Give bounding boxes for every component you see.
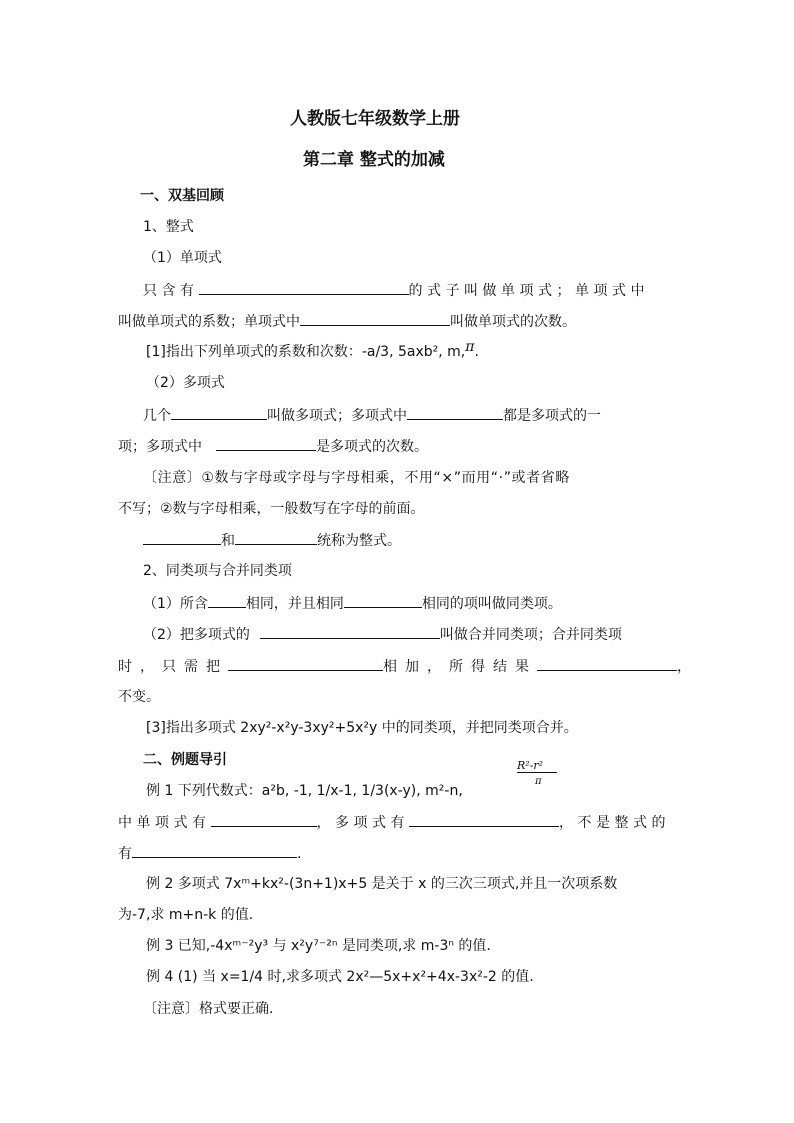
example-2-cont: 为-7,求 m+n-k 的值. bbox=[118, 907, 254, 923]
text-span: 时，只需把 bbox=[118, 659, 228, 675]
text-span: 和 bbox=[221, 533, 235, 549]
text-span: 相同，并且相同 bbox=[245, 596, 344, 612]
text-span: ，不是整式的 bbox=[559, 815, 670, 831]
example-3: 例 3 已知,-4xᵐ⁻²y³ 与 x²y⁷⁻²ⁿ 是同类项,求 m-3ⁿ 的值. bbox=[146, 938, 491, 954]
text-span: （1）所含 bbox=[143, 596, 208, 612]
text-span: 只含有 bbox=[143, 283, 199, 299]
text-span: 例 1 下列代数式：a²b, -1, 1/x-1, 1/3(x-y), m²-n, bbox=[146, 783, 463, 799]
fill-blank[interactable] bbox=[260, 624, 440, 639]
text-span: 叫做单项式的系数；单项式中 bbox=[118, 314, 300, 330]
fraction-numerator bbox=[517, 759, 561, 777]
text-span: 的式子叫做单项式；单项式中 bbox=[408, 283, 649, 299]
fraction-numerator-text: R²-r² bbox=[517, 759, 544, 772]
monomial-definition-cont bbox=[118, 311, 576, 332]
like-terms-definition bbox=[143, 593, 562, 614]
fill-blank[interactable] bbox=[211, 812, 317, 827]
fill-blank[interactable] bbox=[171, 405, 267, 420]
fill-blank[interactable] bbox=[235, 530, 317, 545]
text-span: ， bbox=[677, 659, 699, 675]
text-span: 中单项式有 bbox=[118, 815, 211, 831]
monomial-definition bbox=[143, 280, 649, 301]
fill-blank[interactable] bbox=[407, 405, 503, 420]
document-title: 人教版七年级数学上册 bbox=[290, 109, 460, 129]
combine-like-terms-def bbox=[143, 624, 622, 645]
note-format: 〔注意〕格式要正确. bbox=[143, 1001, 274, 1017]
section-heading-examples: 二、例题导引 bbox=[143, 752, 227, 768]
combine-like-terms-def-cont bbox=[118, 656, 699, 677]
text-span: 几个 bbox=[143, 408, 171, 424]
combine-like-terms-end: 不变。 bbox=[118, 689, 160, 705]
polynomial-definition-cont bbox=[118, 436, 428, 457]
text-span: 统称为整式。 bbox=[317, 533, 401, 549]
example-1-blanks-cont bbox=[118, 843, 301, 864]
fill-blank[interactable] bbox=[216, 436, 316, 451]
text-span: . bbox=[297, 846, 302, 862]
text-span: 叫做单项式的次数。 bbox=[450, 314, 576, 330]
chapter-title: 第二章 整式的加减 bbox=[303, 150, 445, 170]
note-1: 〔注意〕①数与字母或字母与字母相乘，不用“×”而用“·”或者省略 bbox=[143, 470, 570, 486]
fill-blank[interactable] bbox=[208, 593, 246, 608]
text-span: 是多项式的次数。 bbox=[316, 439, 428, 455]
subheading-like-terms: 2、同类项与合并同类项 bbox=[143, 563, 292, 579]
example-1 bbox=[146, 781, 463, 801]
integral-expression-def bbox=[143, 530, 401, 551]
text-span: 相加，所得结果 bbox=[383, 659, 537, 675]
polynomial-definition bbox=[143, 405, 601, 426]
fill-blank[interactable] bbox=[409, 812, 559, 827]
text-span: ，多项式有 bbox=[316, 815, 409, 831]
exercise-1 bbox=[146, 339, 479, 362]
text-span: . bbox=[474, 344, 479, 360]
text-span: 有 bbox=[118, 846, 132, 862]
fill-blank[interactable] bbox=[143, 530, 221, 545]
pi-symbol: π bbox=[535, 776, 542, 787]
subheading-polynomial: （2）多项式 bbox=[146, 375, 225, 391]
text-span: 叫做合并同类项；合并同类项 bbox=[439, 627, 622, 643]
text-span: 都是多项式的一 bbox=[503, 408, 601, 424]
text-span: 相同的项叫做同类项。 bbox=[421, 596, 562, 612]
pi-symbol: π bbox=[465, 339, 475, 355]
text-span: [1]指出下列单项式的系数和次数：-a/3, 5axb², m, bbox=[146, 344, 466, 360]
fill-blank[interactable] bbox=[199, 280, 409, 295]
fraction-bar bbox=[517, 772, 557, 773]
fill-blank[interactable] bbox=[537, 656, 677, 671]
fill-blank[interactable] bbox=[228, 656, 383, 671]
text-span: 项；多项式中 bbox=[118, 439, 202, 455]
text-span: （2）把多项式的 bbox=[143, 627, 250, 643]
example-1-blanks bbox=[118, 812, 670, 833]
subheading-monomial: （1）单项式 bbox=[143, 250, 222, 266]
fill-blank[interactable] bbox=[300, 311, 450, 326]
fill-blank[interactable] bbox=[344, 593, 422, 608]
section-heading-review: 一、双基回顾 bbox=[140, 188, 224, 204]
subheading-polynomials: 1、整式 bbox=[143, 219, 194, 235]
example-2: 例 2 多项式 7xᵐ+kx²-(3n+1)x+5 是关于 x 的三次三项式,并且一次项系数 bbox=[146, 876, 618, 892]
note-1-cont: 不写；②数与字母相乘，一般数写在字母的前面。 bbox=[118, 501, 425, 517]
example-4: 例 4 (1) 当 x=1/4 时,求多项式 2x²—5x+x²+4x-3x²-2 的值. bbox=[146, 969, 534, 985]
fill-blank[interactable] bbox=[132, 843, 297, 858]
text-span: 叫做多项式；多项式中 bbox=[267, 408, 407, 424]
exercise-3: [3]指出多项式 2xy²-x²y-3xy²+5x²y 中的同类项，并把同类项合并。 bbox=[146, 720, 578, 736]
